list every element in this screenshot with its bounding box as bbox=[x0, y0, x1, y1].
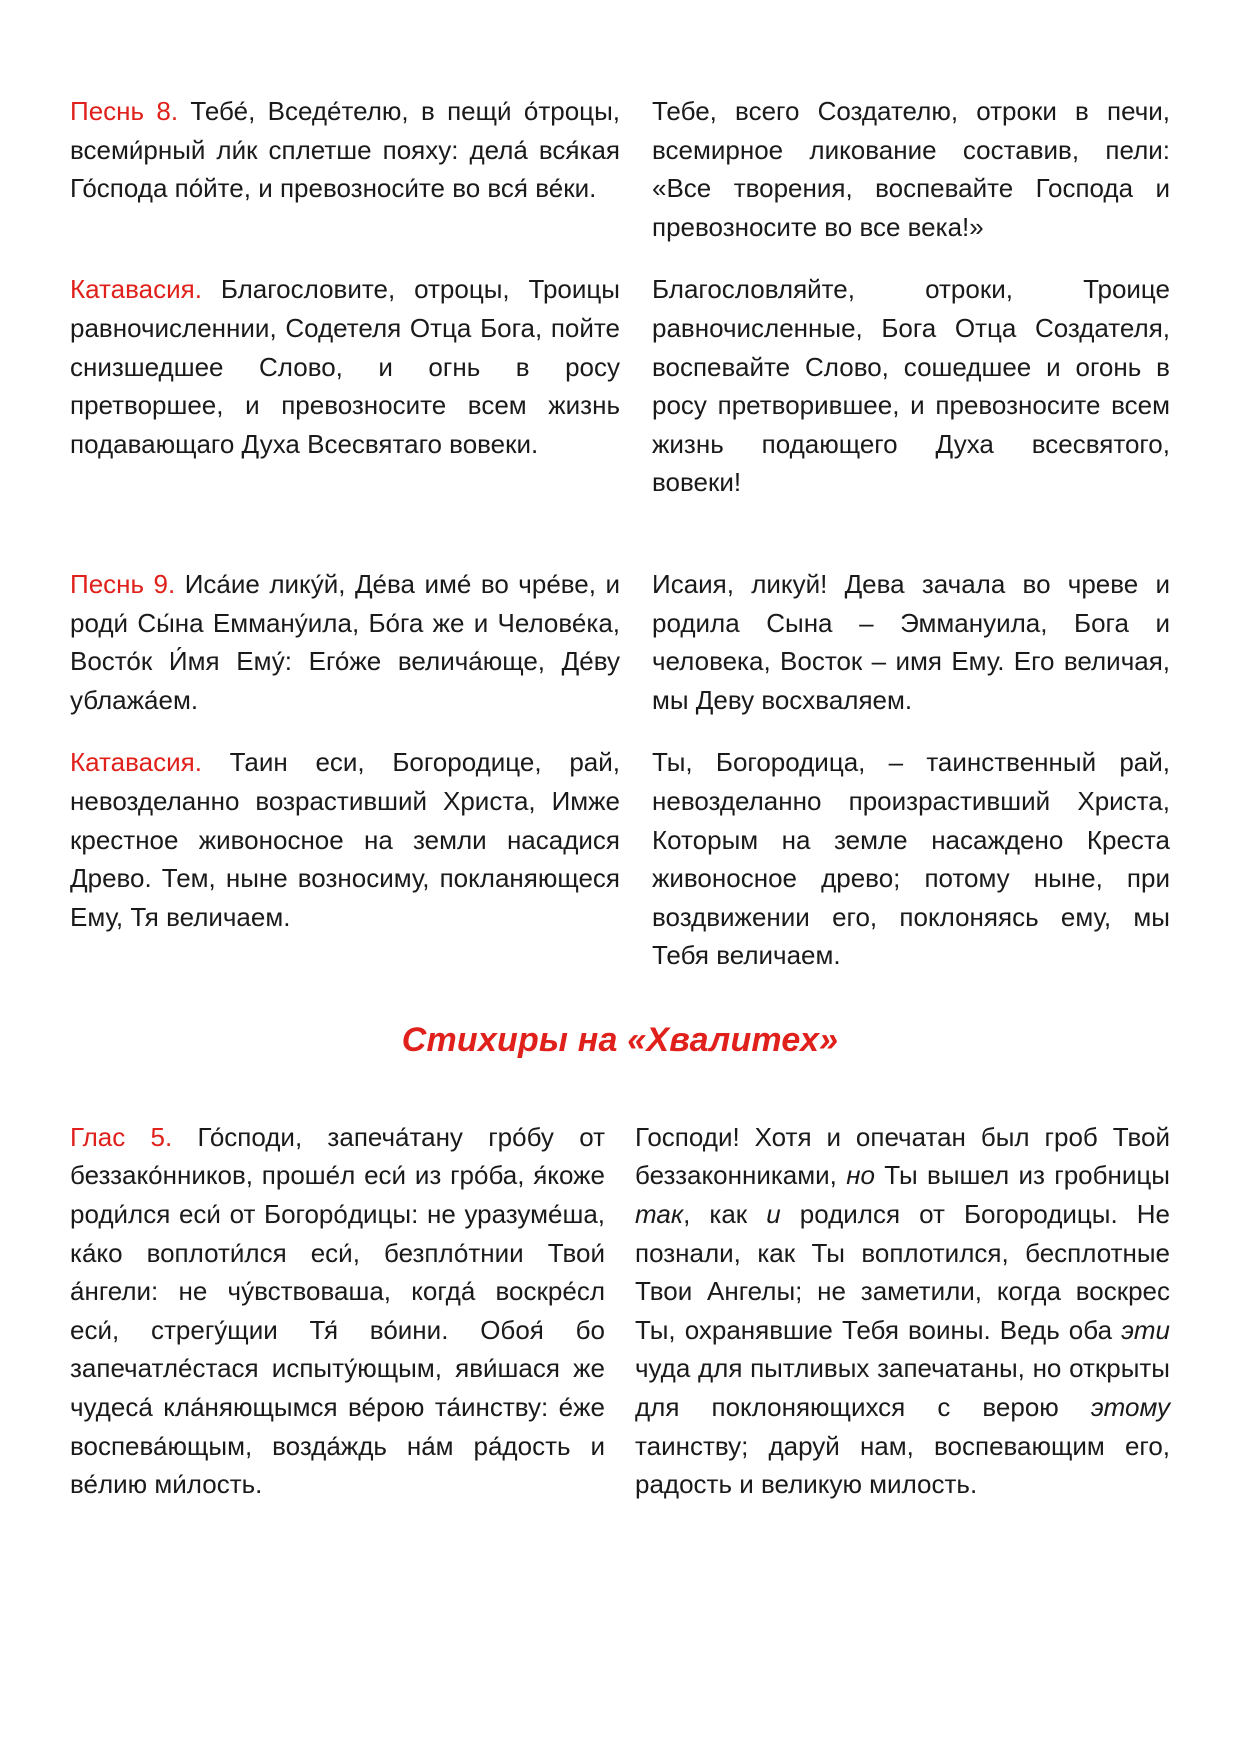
stichera-slavonic bbox=[70, 1118, 605, 1504]
stichera-russian-text: Ты вышел из гробницы bbox=[875, 1160, 1170, 1191]
katavasia-8-slavonic-text: Благословите, отроцы, Троицы равночисленнии, Содетеля Отца Бога, пойте снизшедшее Слово, и огнь в росу претворшее, и превозносите всем жизнь подавающаго Духа Всесвятаго вовеки. bbox=[70, 274, 620, 459]
italic-insertion: эти bbox=[1121, 1314, 1170, 1345]
ode-9-block bbox=[70, 565, 1170, 719]
stichera-tone-label: Глас 5. bbox=[70, 1121, 173, 1152]
stichera-russian bbox=[635, 1118, 1170, 1504]
italic-insertion: но bbox=[846, 1160, 875, 1191]
ode-8-slavonic bbox=[70, 92, 620, 246]
italic-insertion: и bbox=[766, 1199, 781, 1230]
italic-insertion: так bbox=[635, 1199, 684, 1230]
stichera-russian-text: Господи! Хотя и опечатан был гроб Твой беззаконниками, bbox=[635, 1121, 1170, 1191]
ode-8-russian: Тебе, всего Создателю, отроки в печи, всемирное ликование составив, пели: «Все творения, воспевайте Господа и превозносите во все века!» bbox=[652, 96, 1170, 242]
stichera-block bbox=[70, 1118, 1170, 1504]
katavasia-9-block bbox=[70, 743, 1170, 975]
ode-9-label: Песнь 9. bbox=[70, 568, 176, 599]
stichera-russian-text: родился от Богородицы. Не познали, как Ты воплотился, бесплотные Твои Ангелы; не заметили, когда воскрес Ты, охранявшие Тебя воины. Ведь оба bbox=[635, 1199, 1170, 1345]
stichera-russian-text: чуда для пытливых запечатаны, но открыты для поклоняющихся с верою bbox=[635, 1353, 1170, 1423]
stichera-slavonic-text: Го́споди, запеча́тану гро́бу от беззако́нников, проше́л еси́ из гро́ба, я́коже роди́лся еси́ от Богоро́дицы: не уразуме́ша, ка́ко воплоти́лся еси́, безпло́тнии Твои́ а́нгели: не чу́вствоваша, когда́ воскре́сл еси́, стрегу́щии Тя́ во́ини. Обоя́ бо запечатле́стася испыту́ющым, яви́шася же чудеса́ кла́няющымся ве́рою та́инству: е́же воспева́ющым, возда́ждь на́м ра́дость и ве́лию ми́лость. bbox=[70, 1121, 605, 1500]
page-content bbox=[70, 92, 1170, 1504]
katavasia-8-slavonic bbox=[70, 270, 620, 502]
section-heading: Стихиры на «Хвалитех» bbox=[401, 1020, 839, 1059]
katavasia-9-slavonic-text: Таин еси, Богородице, рай, невозделанно возрастивший Христа, Имже крестное живоносное на земли насадися Древо. Тем, ныне возносиму, покланяющеся Ему, Тя величаем. bbox=[70, 747, 620, 932]
ode-8-slavonic-text: Тебе́, Вседе́телю, в пещи́ о́троцы, всеми́рный ли́к сплетше пояху: дела́ вся́кая Го́спода по́йте, и превозноси́те во вся́ ве́ки. bbox=[70, 96, 620, 204]
ode-8-block bbox=[70, 92, 1170, 246]
italic-insertion: этому bbox=[1090, 1392, 1170, 1423]
katavasia-9-russian: Ты, Богородица, – таинственный рай, невозделанно произрастивший Христа, Которым на земле насаждено Креста живоносное древо; потому ныне, при воздвижении его, поклоняясь ему, мы Тебя величаем. bbox=[652, 747, 1170, 971]
katavasia-9-slavonic bbox=[70, 743, 620, 975]
ode-9-russian: Исаия, ликуй! Дева зачала во чреве и родила Сына – Эммануила, Бога и человека, Восток – имя Ему. Его величая, мы Деву восхваляем. bbox=[652, 568, 1170, 715]
ode-9-slavonic bbox=[70, 565, 620, 719]
ode-8-label: Песнь 8. bbox=[70, 96, 179, 126]
ode-9-slavonic-text: Иса́ие лику́й, Де́ва име́ во чре́ве, и роди́ Сы́на Емману́ила, Бо́га же и Челове́ка, Восто́к И́мя Ему́: Его́же велича́юще, Де́ву ублажа́ем. bbox=[70, 568, 620, 715]
stichera-russian-text: , как bbox=[683, 1199, 767, 1230]
katavasia-8-block bbox=[70, 270, 1170, 502]
katavasia-9-label: Катавасия. bbox=[70, 747, 202, 778]
stichera-russian-text: таинству; даруй нам, воспевающим его, радость и великую милость. bbox=[635, 1430, 1170, 1500]
katavasia-8-russian: Благословляйте, отроки, Троице равночисленные, Бога Отца Создателя, воспевайте Слово, сошедшее и огонь в росу претворившее, и превозносите всем жизнь подающего Духа всесвятого, вовеки! bbox=[652, 274, 1170, 498]
katavasia-8-label: Катавасия. bbox=[70, 274, 202, 305]
